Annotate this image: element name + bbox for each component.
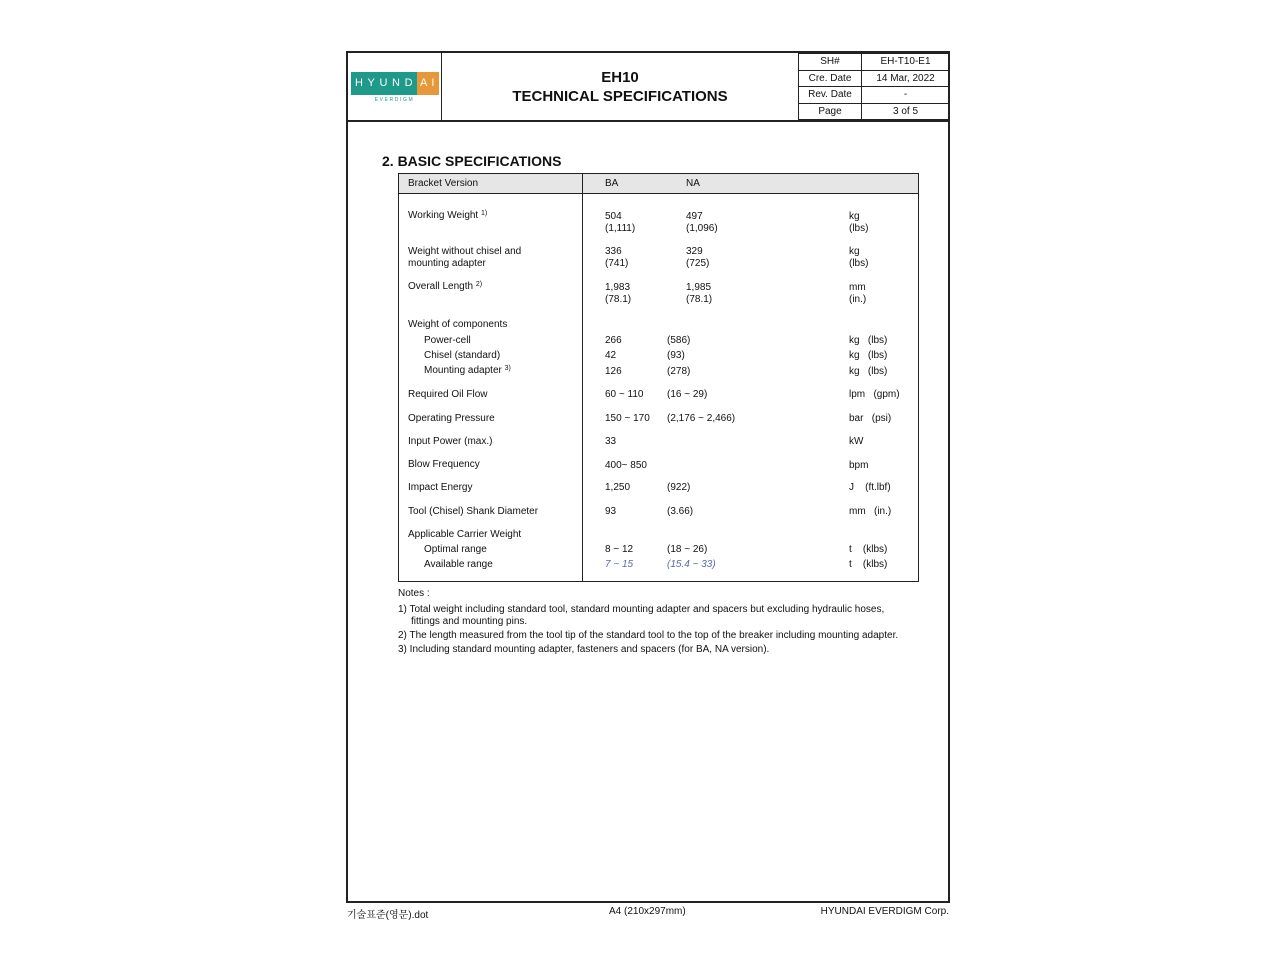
meta-row (799, 54, 950, 71)
weight-without-chisel-ba: 336 (605, 246, 622, 257)
document-meta-table (798, 53, 950, 120)
overall-length-ba-in: (78.1) (605, 294, 632, 305)
weight-without-chisel-ba-lbs: (741) (605, 258, 629, 269)
section-title: 2. BASIC SPECIFICATIONS (382, 153, 562, 169)
working-weight-na-lbs: (1,096) (686, 223, 718, 234)
row-label-mounting-adapter: Mounting adapter $^{3)}$ (424, 365, 511, 376)
header-na: NA (686, 178, 700, 189)
meta-row (799, 103, 950, 120)
overall-length-unit: mm (849, 282, 866, 293)
mounting-adapter-value-lbs: (278) (667, 366, 691, 377)
weight-without-chisel-na: 329 (686, 246, 703, 257)
chisel-value: 42 (605, 350, 617, 361)
chisel-unit: kg (lbs) (849, 350, 888, 361)
impact-energy-unit: J (ft.lbf) (849, 482, 891, 493)
row-label-weight-without-chisel-2: mounting adapter (408, 258, 486, 269)
meta-value: - (862, 87, 950, 104)
optimal-range-value-klbs: (18 ~ 26) (667, 544, 708, 555)
header-ba: BA (605, 178, 619, 189)
meta-label: SH# (799, 54, 862, 71)
overall-length-unit2: (in.) (849, 294, 867, 305)
oil-flow-unit: lpm (gpm) (849, 389, 900, 400)
blow-frequency-unit: bpm (849, 460, 869, 471)
specifications-table (398, 173, 919, 582)
available-range-unit: t (klbs) (849, 559, 888, 570)
weight-without-chisel-unit2: (lbs) (849, 258, 869, 269)
overall-length-na-in: (78.1) (686, 294, 713, 305)
row-label-operating-pressure: Operating Pressure (408, 413, 495, 424)
shank-diameter-value-in: (3.66) (667, 506, 694, 517)
blow-frequency-value: 400~ 850 (605, 460, 647, 471)
row-label-carrier-weight: Applicable Carrier Weight (408, 529, 522, 540)
power-cell-value-lbs: (586) (667, 335, 691, 346)
meta-value: 3 of 5 (862, 103, 950, 120)
row-label-chisel: Chisel (standard) (424, 350, 501, 361)
footer-paper-size: A4 (210x297mm) (609, 906, 686, 917)
weight-without-chisel-unit: kg (849, 246, 860, 257)
impact-energy-value-ftlbf: (922) (667, 482, 691, 493)
working-weight-na: 497 (686, 211, 703, 222)
operating-pressure-value-psi: (2,176 ~ 2,466) (667, 413, 736, 424)
row-label-weight-of-components: Weight of components (408, 319, 508, 330)
overall-length-na: 1,985 (686, 282, 712, 293)
model-name: EH10 (601, 69, 639, 86)
footer-template-name: 기술표준(영문).dot (347, 910, 429, 921)
logo-text-accent: AI (417, 72, 439, 95)
row-label-optimal-range: Optimal range (424, 544, 487, 555)
meta-row (799, 70, 950, 87)
title-cell (442, 53, 798, 120)
power-cell-value: 266 (605, 335, 622, 346)
impact-energy-value: 1,250 (605, 482, 631, 493)
mounting-adapter-unit: kg (lbs) (849, 366, 888, 377)
oil-flow-value: 60 ~ 110 (605, 389, 644, 400)
row-label-power-cell: Power-cell (424, 335, 471, 346)
logo-subtitle: EVERDIGM (374, 97, 415, 103)
footer-company: HYUNDAI EVERDIGM Corp. (820, 906, 949, 917)
row-label-working-weight: Working Weight $^{1)}$ (408, 210, 488, 221)
working-weight-ba: 504 (605, 211, 622, 222)
operating-pressure-value: 150 ~ 170 (605, 413, 650, 424)
shank-diameter-value: 93 (605, 506, 617, 517)
meta-label: Page (799, 103, 862, 120)
chisel-value-lbs: (93) (667, 350, 685, 361)
working-weight-unit: kg (849, 211, 860, 222)
working-weight-ba-lbs: (1,111) (605, 223, 636, 234)
table-header-row (399, 174, 918, 194)
row-label-shank-diameter: Tool (Chisel) Shank Diameter (408, 506, 539, 517)
input-power-unit: kW (849, 436, 864, 447)
oil-flow-value-gpm: (16 ~ 29) (667, 389, 708, 400)
note-3: 3) Including standard mounting adapter, fasteners and spacers (for BA, NA version). (398, 644, 770, 655)
document-page (346, 51, 950, 903)
meta-value: 14 Mar, 2022 (862, 70, 950, 87)
overall-length-ba: 1,983 (605, 282, 631, 293)
optimal-range-unit: t (klbs) (849, 544, 888, 555)
optimal-range-value: 8 ~ 12 (605, 544, 634, 555)
available-range-value-klbs: (15.4 ~ 33) (667, 559, 716, 570)
row-label-blow-frequency: Blow Frequency (408, 459, 480, 470)
row-label-available-range: Available range (424, 559, 493, 570)
column-divider (582, 174, 583, 581)
row-label-overall-length: Overall Length $^{2)}$ (408, 281, 483, 292)
operating-pressure-unit: bar (psi) (849, 413, 892, 424)
mounting-adapter-value: 126 (605, 366, 622, 377)
row-label-weight-without-chisel: Weight without chisel and (408, 246, 522, 257)
input-power-value: 33 (605, 436, 617, 447)
logo-cell (348, 53, 442, 120)
meta-label: Rev. Date (799, 87, 862, 104)
row-label-input-power: Input Power (max.) (408, 436, 493, 447)
meta-label: Cre. Date (799, 70, 862, 87)
note-1-continued: fittings and mounting pins. (411, 616, 528, 627)
row-label-impact-energy: Impact Energy (408, 482, 473, 493)
meta-value: EH-T10-E1 (862, 54, 950, 71)
row-label-oil-flow: Required Oil Flow (408, 389, 488, 400)
hyundai-logo (351, 72, 439, 95)
document-header (348, 53, 948, 122)
available-range-value: 7 ~ 15 (605, 559, 634, 570)
note-2: 2) The length measured from the tool tip of the standard tool to the top of the breaker including mounting adapter. (398, 630, 899, 641)
working-weight-unit2: (lbs) (849, 223, 869, 234)
note-1: 1) Total weight including standard tool, standard mounting adapter and spacers but excluding hydraulic hoses, (398, 604, 885, 615)
power-cell-unit: kg (lbs) (849, 335, 888, 346)
shank-diameter-unit: mm (in.) (849, 506, 892, 517)
logo-text: HYUND (351, 72, 417, 95)
weight-without-chisel-na-lbs: (725) (686, 258, 710, 269)
document-title: TECHNICAL SPECIFICATIONS (512, 88, 728, 105)
notes-title: Notes : (398, 588, 430, 599)
meta-row (799, 87, 950, 104)
header-bracket-version: Bracket Version (408, 178, 479, 189)
